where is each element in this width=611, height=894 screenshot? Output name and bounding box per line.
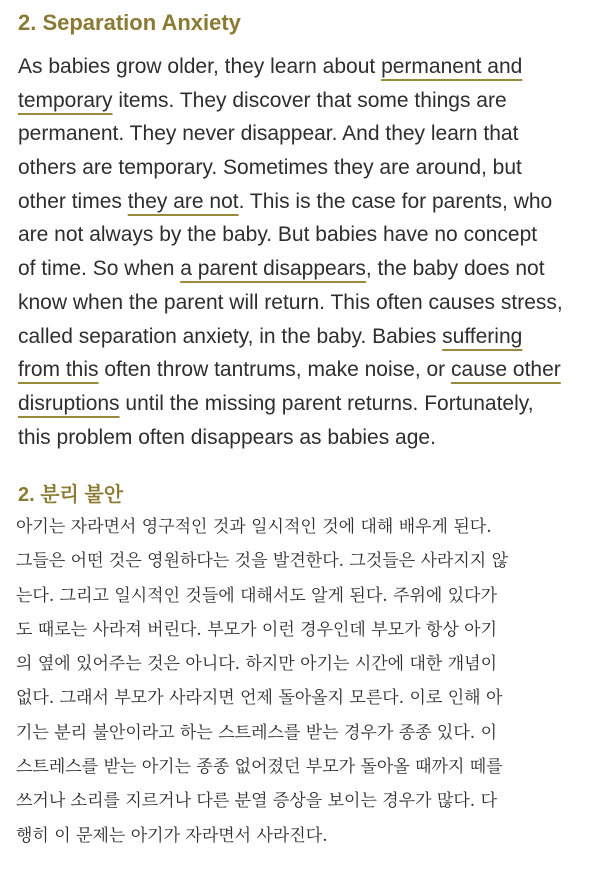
korean-line: 아기는 자라면서 영구적인 것과 일시적인 것에 대해 배우게 된다.: [16, 517, 492, 537]
underlined-phrase: cause other: [451, 358, 561, 382]
text-span: until the missing parent returns. Fortunately,: [119, 391, 534, 415]
text-span: are not always by the baby. But babies have no concept: [18, 223, 538, 247]
korean-line: 스트레스를 받는 아기는 종종 없어졌던 부모가 돌아올 때까지 떼를: [16, 757, 503, 778]
underlined-phrase: permanent and: [381, 55, 523, 78]
english-line: [18, 387, 598, 421]
english-line: [18, 353, 598, 387]
english-line: [18, 252, 598, 286]
text-span: this problem often disappears as babies age.: [18, 425, 436, 449]
korean-line: 의 옆에 있어주는 것은 아니다. 하지만 아기는 시간에 대한 개념이: [16, 654, 498, 675]
text-span: called separation anxiety, in the baby. Babies: [18, 324, 443, 348]
english-line: [18, 50, 598, 84]
text-span: know when the parent will return. This often causes stress,: [18, 290, 563, 314]
korean-line: 행히 이 문제는 아기가 자라면서 사라진다.: [16, 825, 328, 846]
text-span: items. They discover that some things are: [112, 88, 507, 112]
underlined-phrase: they are not: [127, 189, 239, 213]
english-paragraph: [18, 50, 598, 454]
english-line: [18, 185, 598, 219]
english-line: [18, 84, 598, 118]
english-line: [18, 320, 598, 354]
text-span: . This is the case for parents, who: [238, 189, 553, 213]
korean-line: 도 때로는 사라져 버린다. 부모가 이런 경우인데 부모가 항상 아기: [16, 619, 498, 640]
english-line: [18, 151, 598, 185]
text-span: often throw tantrums, make noise, or: [98, 358, 452, 382]
underlined-phrase: suffering: [442, 324, 523, 348]
text-span: permanent. They never disappear. And they learn that: [18, 122, 519, 146]
korean-line: 그들은 어떤 것은 영원하다는 것을 발견한다. 그것들은 사라지지 않: [16, 551, 509, 572]
korean-line: 기는 분리 불안이라고 하는 스트레스를 받는 경우가 종종 있다. 이: [16, 722, 498, 743]
text-span: of time. So when: [18, 257, 181, 281]
english-section-heading: 2. Separation Anxiety: [18, 10, 241, 35]
text-span: other times: [18, 189, 128, 213]
english-line: [18, 286, 598, 320]
text-span: others are temporary. Sometimes they are around, but: [18, 156, 522, 180]
korean-line: 는다. 그리고 일시적인 것들에 대해서도 알게 된다. 주위에 있다가: [16, 585, 498, 606]
english-line: [18, 117, 598, 151]
korean-line: 없다. 그래서 부모가 사라지면 언제 돌아올지 모른다. 이로 인해 아: [16, 688, 503, 709]
text-span: , the baby does not: [365, 257, 545, 281]
underlined-phrase: disruptions: [18, 391, 120, 415]
korean-line: 쓰거나 소리를 지르거나 다른 분열 증상을 보이는 경우가 많다. 다: [16, 791, 498, 812]
english-line: [18, 421, 598, 455]
underlined-phrase: from this: [18, 358, 99, 382]
english-line: [18, 218, 598, 252]
text-span: As babies grow older, they learn about: [18, 55, 382, 78]
korean-paragraph: [16, 510, 600, 853]
underlined-phrase: temporary: [18, 88, 113, 112]
korean-section-heading: 2. 분리 불안: [18, 484, 124, 506]
underlined-phrase: a parent disappears: [180, 257, 366, 281]
